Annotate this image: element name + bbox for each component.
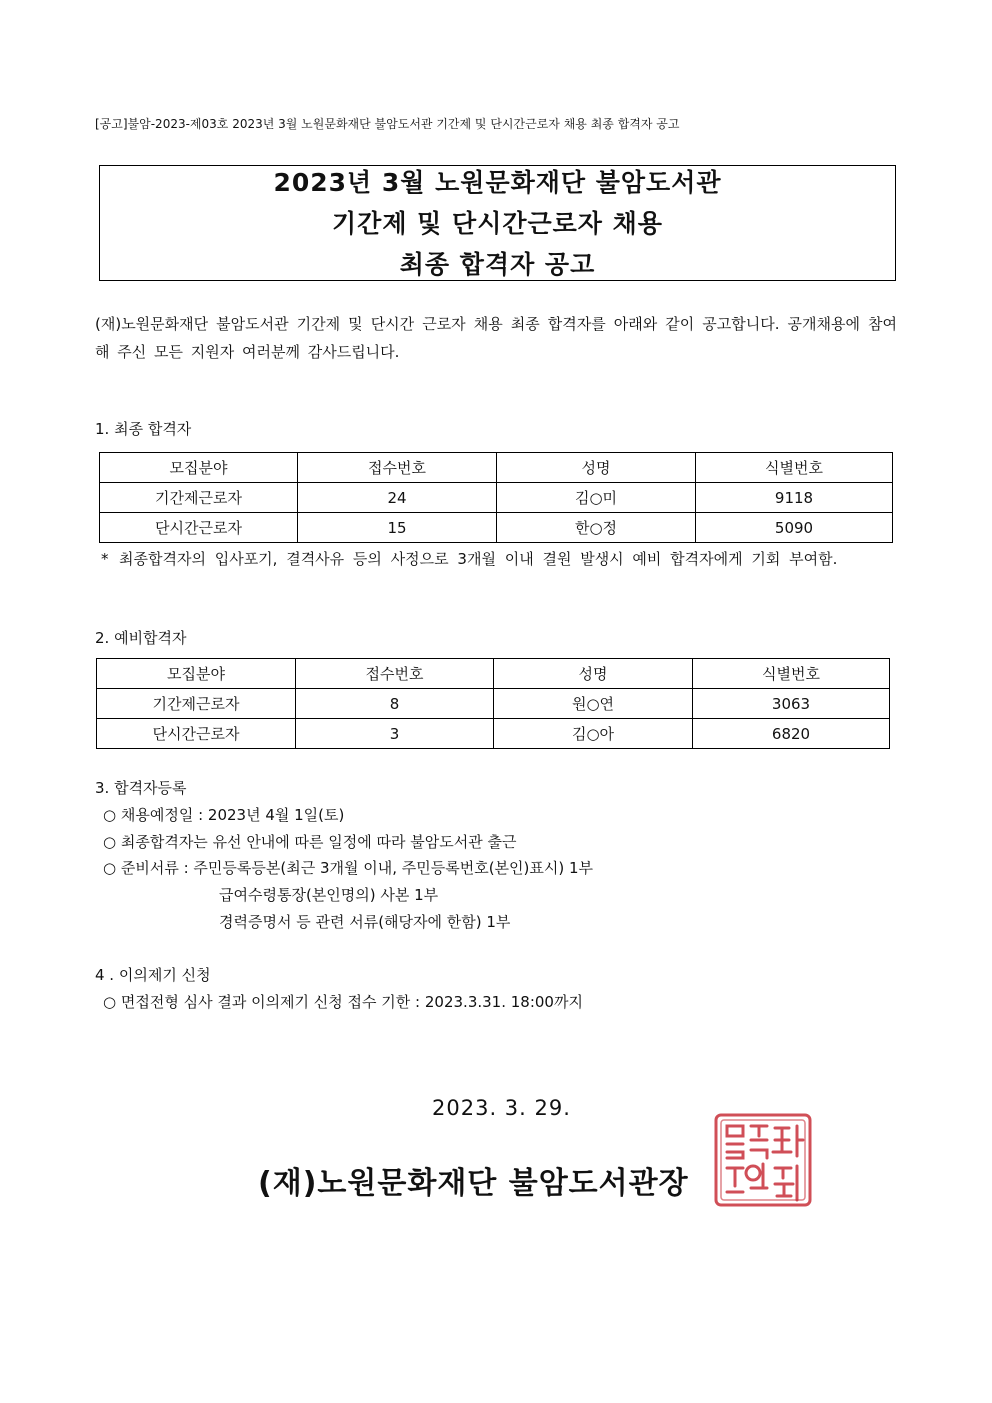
list-item: ○ 면접전형 심사 결과 이의제기 신청 접수 기한 : 2023.3.31. 18:00까지 <box>103 993 583 1011</box>
section2-heading: 2. 예비합격자 <box>95 629 187 647</box>
table-cell: 3063 <box>693 689 890 719</box>
table-cell: 6820 <box>693 719 890 749</box>
table-cell: 24 <box>298 483 497 513</box>
table-cell: 기간제근로자 <box>100 483 298 513</box>
list-item: ○ 채용예정일 : 2023년 4월 1일(토) <box>103 806 345 824</box>
reserve-passers-table <box>96 658 890 749</box>
final-passers-table <box>99 452 893 543</box>
table-row <box>97 719 890 749</box>
title-line-2: 기간제 및 단시간근로자 채용 <box>332 208 663 238</box>
column-header: 성명 <box>494 659 693 689</box>
list-item: ○ 준비서류 : 주민등록등본(최근 3개월 이내, 주민등록번호(본인)표시) 1부 <box>103 859 594 877</box>
document-header: [공고]불암-2023-제03호 2023년 3월 노원문화재단 불암도서관 기간제 및 단시간근로자 채용 최종 합격자 공고 <box>95 117 680 131</box>
section3-heading: 3. 합격자등록 <box>95 779 187 797</box>
title-box <box>99 165 896 281</box>
table-cell: 기간제근로자 <box>97 689 296 719</box>
official-seal-stamp <box>713 1112 813 1208</box>
list-sub-item: 경력증명서 등 관련 서류(해당자에 한함) 1부 <box>219 913 511 931</box>
column-header: 모집분야 <box>97 659 296 689</box>
title-line-1: 2023년 3월 노원문화재단 불암도서관 <box>273 167 722 197</box>
organization-signature: (재)노원문화재단 불암도서관장 <box>258 1166 689 1201</box>
table-cell: 3 <box>296 719 494 749</box>
table-header-row <box>100 453 893 483</box>
table-cell: 단시간근로자 <box>100 513 298 543</box>
column-header: 식별번호 <box>696 453 893 483</box>
intro-paragraph: (재)노원문화재단 불암도서관 기간제 및 단시간 근로자 채용 최종 합격자를 아래와 같이 공고합니다. 공개채용에 참여해 주신 모든 지원자 여러분께 감사드립니다. <box>95 315 897 361</box>
table-cell: 김○미 <box>497 483 696 513</box>
list-sub-item: 급여수령통장(본인명의) 사본 1부 <box>219 886 439 904</box>
table-cell: 9118 <box>696 483 893 513</box>
table-row <box>100 513 893 543</box>
issue-date: 2023. 3. 29. <box>432 1096 571 1120</box>
column-header: 식별번호 <box>693 659 890 689</box>
table-cell: 김○아 <box>494 719 693 749</box>
section1-heading: 1. 최종 합격자 <box>95 420 192 438</box>
table-cell: 단시간근로자 <box>97 719 296 749</box>
list-item: ○ 최종합격자는 유선 안내에 따른 일정에 따라 불암도서관 출근 <box>103 833 517 851</box>
table-row <box>100 483 893 513</box>
section4-heading: 4 . 이의제기 신청 <box>95 966 211 984</box>
note-text: 최종합격자의 입사포기, 결격사유 등의 사정으로 3개월 이내 결원 발생시 예비 합격자에게 기회 부여함. <box>119 550 838 568</box>
table-row <box>97 689 890 719</box>
reserve-note <box>101 545 896 573</box>
column-header: 성명 <box>497 453 696 483</box>
title-line-3: 최종 합격자 공고 <box>399 249 596 279</box>
column-header: 접수번호 <box>296 659 494 689</box>
column-header: 접수번호 <box>298 453 497 483</box>
table-cell: 한○정 <box>497 513 696 543</box>
table-cell: 5090 <box>696 513 893 543</box>
table-cell: 8 <box>296 689 494 719</box>
table-cell: 원○연 <box>494 689 693 719</box>
note-mark: * <box>101 550 109 568</box>
table-cell: 15 <box>298 513 497 543</box>
column-header: 모집분야 <box>100 453 298 483</box>
table-header-row <box>97 659 890 689</box>
